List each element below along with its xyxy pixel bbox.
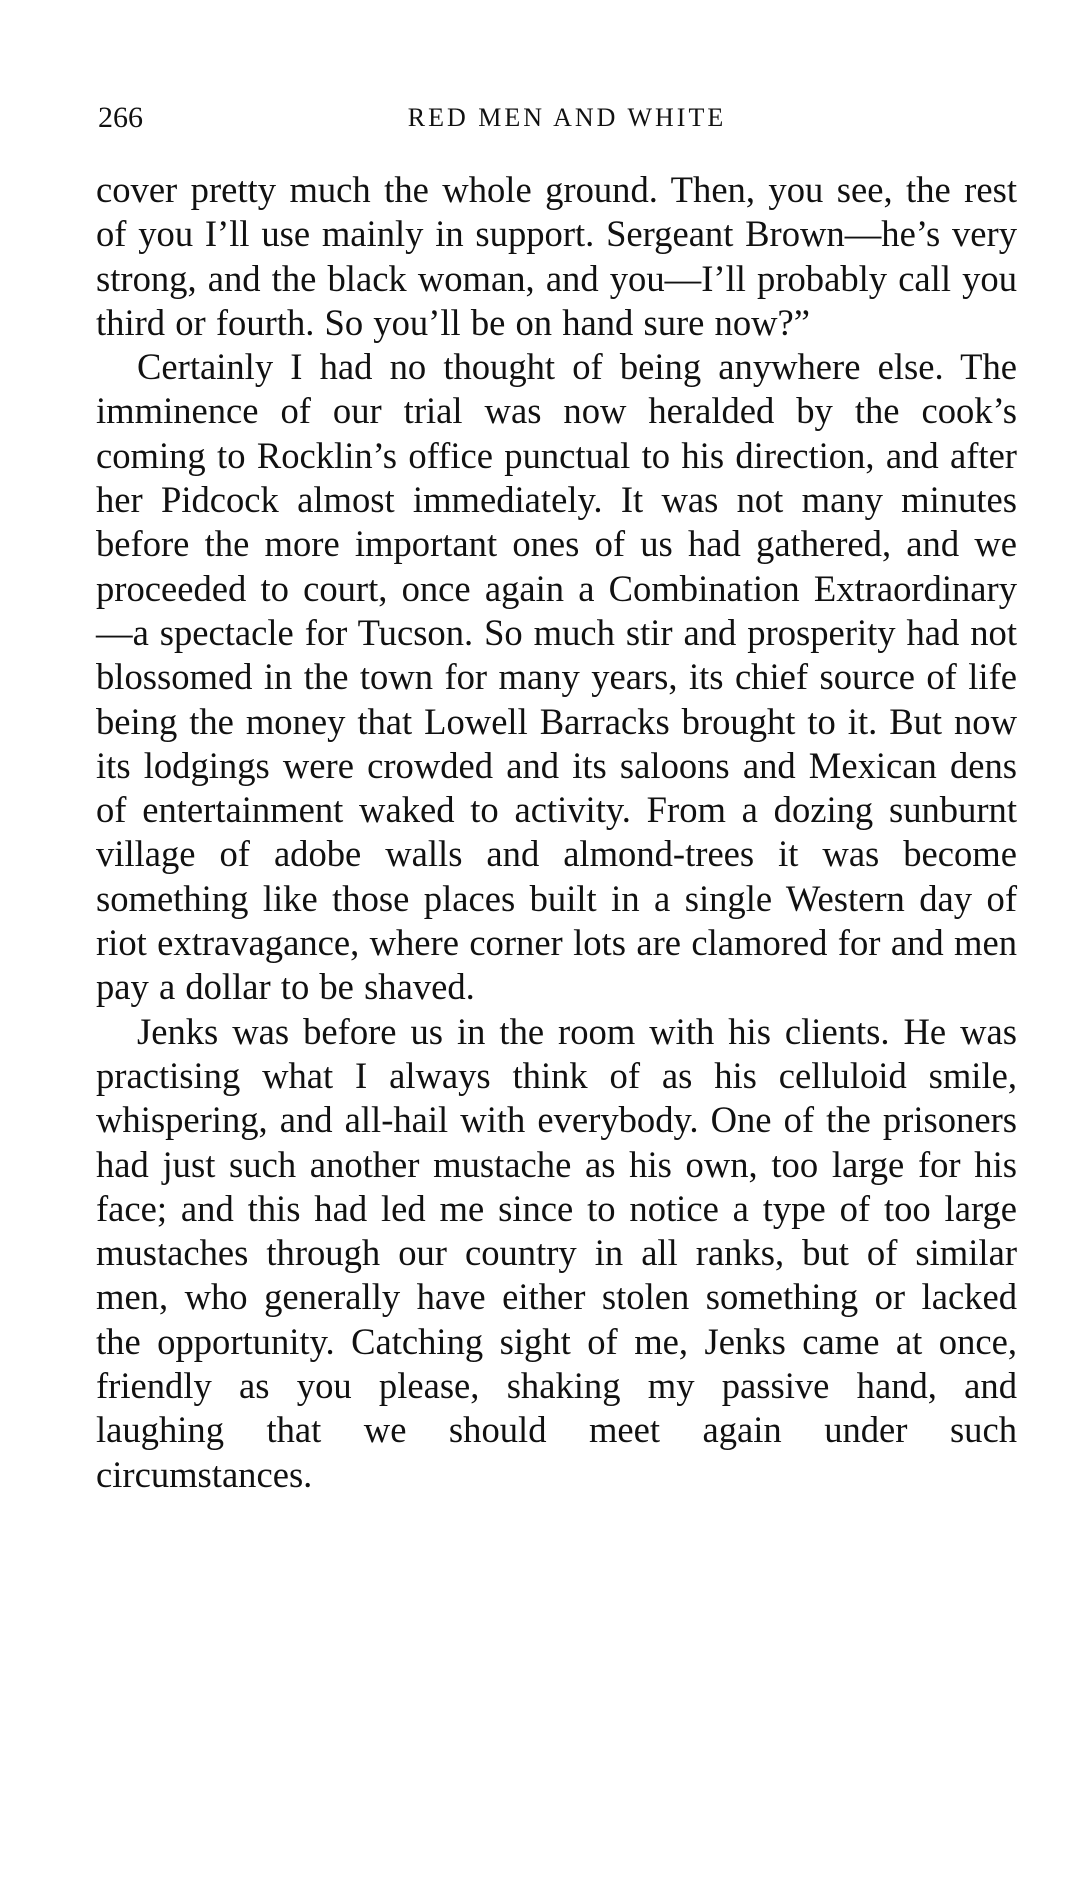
page-number: 266 — [98, 101, 143, 134]
paragraph: Jenks was before us in the room with his clients. He was practising what I always think of as his celluloid smile, whispering, and all-hail with everybody. One of the prisoners had just such another mustache as his own, too large for his face; and this had led me since to notice a type of too large mustaches through our country in all ranks, but of similar men, who generally have either stolen something or lacked the opportunity. Catching sight of me, Jenks came at once, friendly as you please, shaking my passive hand, and laughing that we should meet again under such circumstances. — [96, 1010, 1017, 1495]
body-text — [96, 168, 1017, 1497]
running-header — [98, 98, 1016, 138]
paragraph-continued: cover pretty much the whole ground. Then, you see, the rest of you I’ll use mainly in support. Sergeant Brown—he’s very strong, and the black woman, and you—I’ll probably call you third or fourth. So you’ll be on hand sure now?” — [96, 169, 1017, 343]
running-title: RED MEN AND WHITE — [407, 103, 727, 132]
paragraph: Certainly I had no thought of being anywhere else. The imminence of our trial was now heralded by the cook’s coming to Rocklin’s office punctual to his direction, and after her Pidcock almost immediately. It was not many minutes before the more important ones of us had gathered, and we proceeded to court, once again a Combination Extraordinary—a spectacle for Tucson. So much stir and prosperity had not blossomed in the town for many years, its chief source of life being the money that Lowell Barracks brought to it. But now its lodgings were crowded and its saloons and Mexican dens of entertainment waked to activity. From a dozing sunburnt village of adobe walls and almond-trees it was become something like those places built in a single Western day of riot extravagance, where corner lots are clamored for and men pay a dollar to be shaved. — [96, 346, 1017, 1008]
